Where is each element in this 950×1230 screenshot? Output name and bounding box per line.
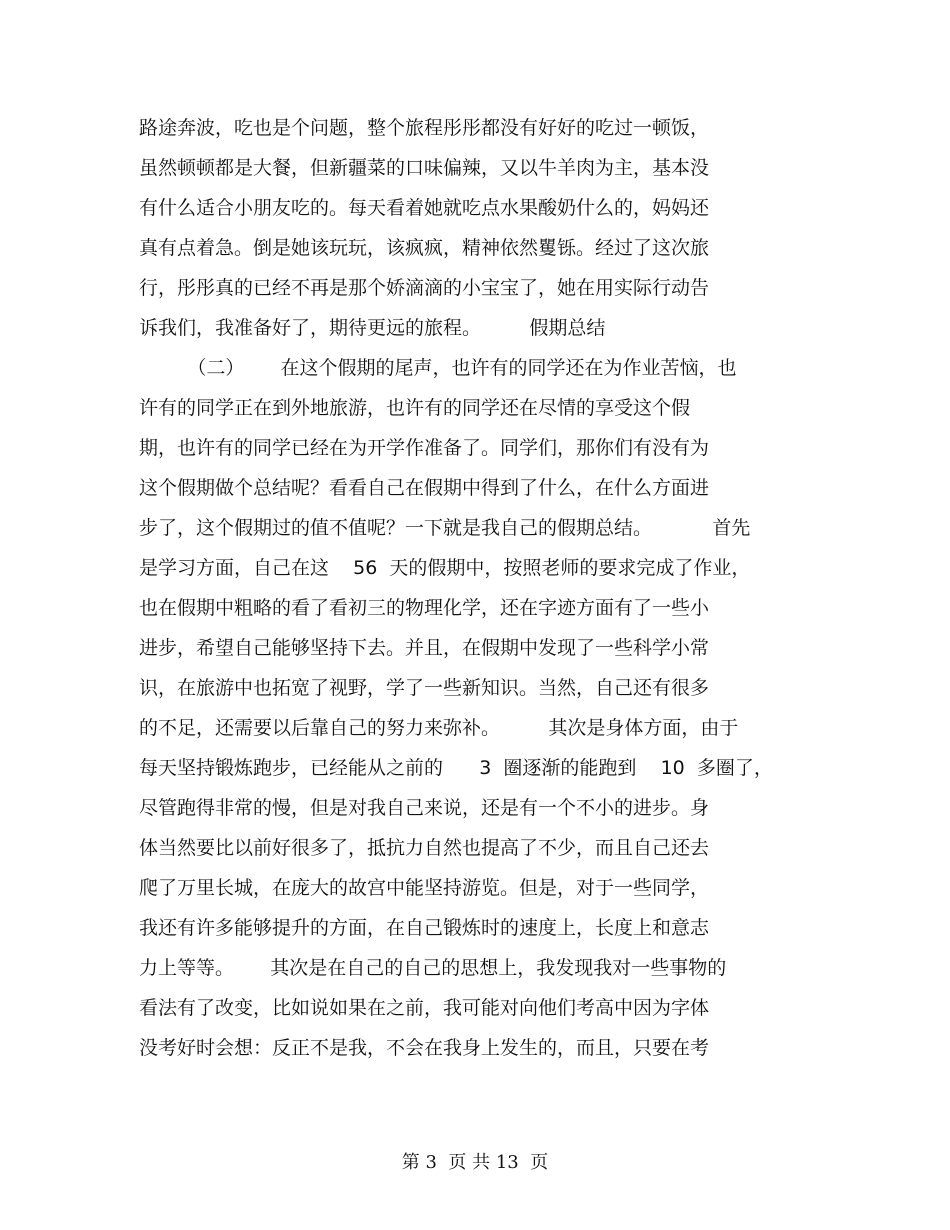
text-line: 尽管跑得非常的慢，但是对我自己来说，还是有一个不小的进步。身	[139, 797, 710, 819]
text-line: 许有的同学正在到外地旅游，也许有的同学还在尽情的享受这个假	[139, 397, 691, 419]
text-line: 行，彤彤真的已经不再是那个娇滴滴的小宝宝了，她在用实际行动告	[139, 277, 710, 299]
text-line: 每天坚持锻炼跑步，已经能从之前的 3 圈逐渐的能跑到 10 多圈了，	[139, 757, 773, 779]
text-line: 真有点着急。倒是她该玩玩，该疯疯，精神依然矍铄。经过了这次旅	[139, 237, 710, 259]
body-text	[139, 108, 819, 1068]
page-number-footer: 第 3 页 共 13 页	[401, 1152, 549, 1173]
text-line: 这个假期做个总结呢？看看自己在假期中得到了什么，在什么方面进	[139, 477, 710, 499]
text-line: 力上等等。 其次是在自己的自己的思想上，我发现我对一些事物的	[139, 957, 727, 979]
text-line: 看法有了改变，比如说如果在之前，我可能对向他们考高中因为字体	[139, 997, 710, 1019]
text-line: 的不足，还需要以后靠自己的努力来弥补。 其次是身体方面，由于	[139, 717, 739, 739]
text-line: 虽然顿顿都是大餐，但新疆菜的口味偏辣，又以牛羊肉为主，基本没	[139, 157, 710, 179]
text-line: 识，在旅游中也拓宽了视野，学了一些新知识。当然，自己还有很多	[139, 677, 710, 699]
text-line: 诉我们，我准备好了，期待更远的旅程。 假期总结	[139, 317, 606, 339]
text-line: 爬了万里长城，在庞大的故宫中能坚持游览。但是，对于一些同学，	[139, 877, 710, 899]
text-line: 期，也许有的同学已经在为开学作准备了。同学们，那你们有没有为	[139, 437, 710, 459]
text-line: 进步，希望自己能够坚持下去。并且，在假期中发现了一些科学小常	[139, 637, 710, 659]
text-line: 没考好时会想：反正不是我，不会在我身上发生的，而且，只要在考	[139, 1037, 710, 1059]
text-line: （二） 在这个假期的尾声，也许有的同学还在为作业苦恼，也	[139, 357, 737, 379]
text-line: 我还有许多能够提升的方面，在自己锻炼时的速度上，长度上和意志	[139, 917, 710, 939]
text-line: 路途奔波，吃也是个问题，整个旅程彤彤都没有好好的吃过一顿饭，	[139, 117, 710, 139]
text-line: 体当然要比以前好很多了，抵抗力自然也提高了不少，而且自己还去	[139, 837, 710, 859]
text-line: 也在假期中粗略的看了看初三的物理化学，还在字迹方面有了一些小	[139, 597, 710, 619]
text-line: 步了，这个假期过的值不值呢？一下就是我自己的假期总结。 首先	[139, 517, 751, 539]
text-line: 是学习方面，自己在这 56 天的假期中，按照老师的要求完成了作业，	[139, 557, 751, 579]
text-line: 有什么适合小朋友吃的。每天看着她就吃点水果酸奶什么的，妈妈还	[139, 197, 710, 219]
